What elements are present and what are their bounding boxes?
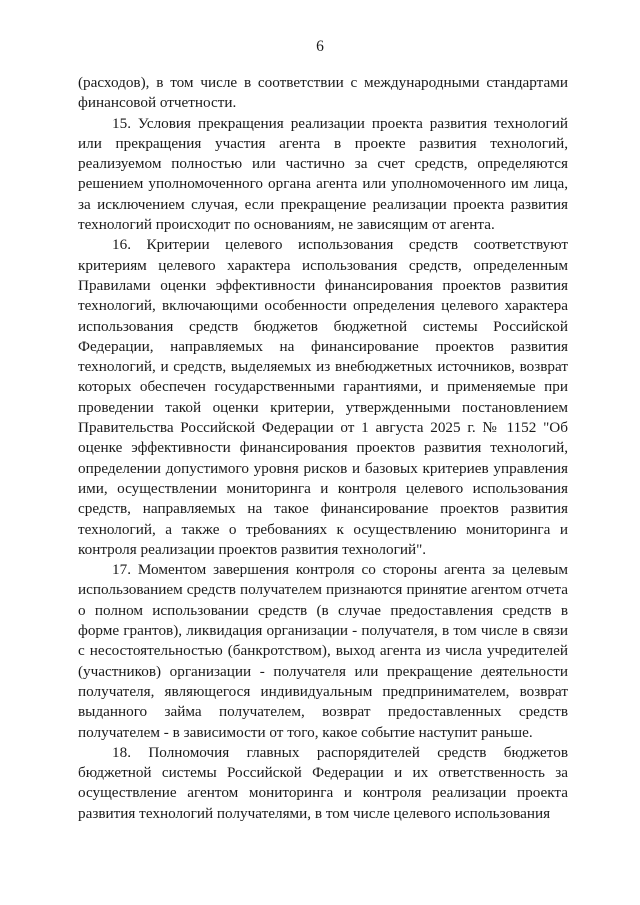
document-body — [78, 73, 568, 824]
paragraph-15: 15. Условия прекращения реализации проекта развития технологий или прекращения участия агента в проекте развития технологий, реализуемом полностью или частично за счет средств, определяются решением уполномоченного органа агента или уполномоченного им лица, за исключением случая, если прекращение реализации проекта развития технологий происходит по основаниям, не зависящим от агента. — [78, 114, 568, 234]
paragraph-17: 17. Моментом завершения контроля со стороны агента за целевым использованием средств получателем признаются принятие агентом отчета о полном использовании средств (в случае предоставления средств в форме грантов), ликвидация организации - получателя, в том числе в связи с несостоятельностью (банкротством), выход агента из числа учредителей (участников) организации - получателя или прекращение деятельности получателя, являющегося индивидуальным предпринимателем, возврат выданного займа получателем, возврат предоставленных средств получателем - в зависимости от того, какое событие наступит раньше. — [78, 561, 568, 741]
paragraph-continuation: (расходов), в том числе в соответствии с международными стандартами финансовой отчетности. — [78, 74, 568, 112]
paragraph-18: 18. Полномочия главных распорядителей средств бюджетов бюджетной системы Российской Федерации и их ответственность за осуществление агентом мониторинга и контроля реализации проекта развития технологий получателями, в том числе целевого использования — [78, 743, 568, 822]
paragraph-16: 16. Критерии целевого использования средств соответствуют критериям целевого характера использования средств, определенным Правилами оценки эффективности финансирования проектов развития технологий, включающими особенности определения целевого характера использования средств бюджетов бюджетной системы Российской Федерации, направляемых на финансирование проектов развития технологий, и средств, выделяемых из внебюджетных источников, возврат которых обеспечен государственными гарантиями, и применяемые при проведении такой оценки критерии, утвержденными постановлением Правительства Российской Федерации от 1 августа 2025 г. № 1152 "Об оценке эффективности финансирования проектов развития технологий, определении допустимого уровня рисков и базовых критериев управления ими, осуществлении мониторинга и контроля целевого использования средств, направляемых на такое финансирование проектов развития технологий, а также о требованиях к осуществлению мониторинга и контроля реализации проектов развития технологий". — [78, 236, 568, 558]
page-number: 6 — [316, 38, 324, 55]
